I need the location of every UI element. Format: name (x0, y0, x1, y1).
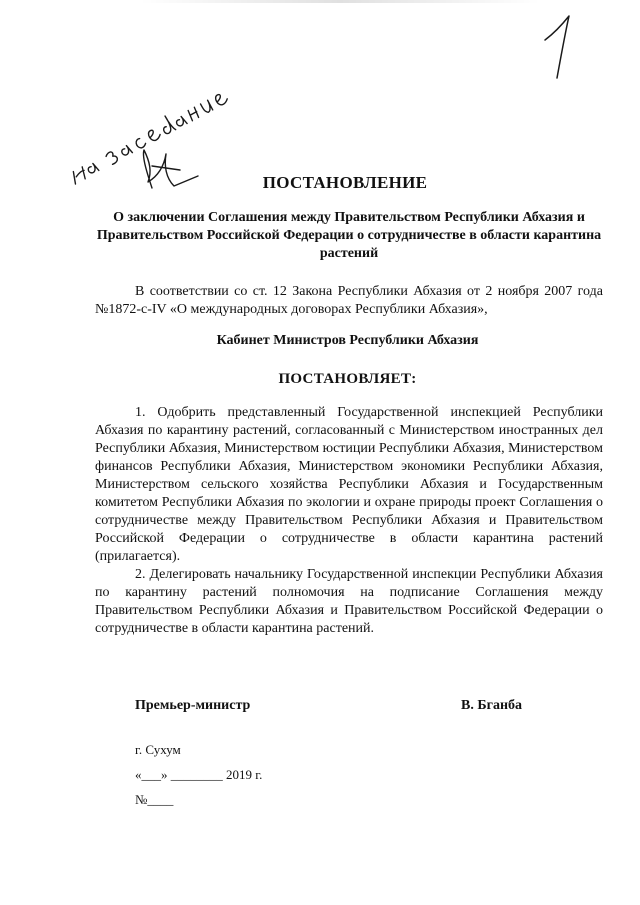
date-line: «___» ________ 2019 г. (135, 767, 263, 782)
handwritten-page-number (535, 12, 580, 82)
preamble-paragraph: В соответствии со ст. 12 Закона Республики Абхазия от 2 ноября 2007 года №1872-с-IV «О международных договорах Республики Абхазия», (95, 284, 603, 317)
scan-edge-shadow (140, 0, 540, 3)
issuing-body: Кабинет Министров Республики Абхазия (216, 333, 479, 348)
resolves-heading: ПОСТАНОВЛЯЕТ: (278, 371, 417, 387)
document-subject: О заключении Соглашения между Правительством Республики Абхазия и Правительством Российской Федерации о сотрудничестве в области карантина растений (96, 210, 602, 261)
document-number-line: №____ (135, 792, 174, 807)
signatory-title: Премьер-министр (135, 698, 251, 713)
resolution-item-2: 2. Делегировать начальнику Государственной инспекции Республики Абхазия по карантину растений полномочия на подписание Соглашения между Правительством Республики Абхазия и Правительством Российской Федерации о сотрудничестве в области карантина растений. (95, 567, 603, 636)
resolution-item-1: 1. Одобрить представленный Государственной инспекцией Республики Абхазия по карантину растений, согласованный с Министерством иностранных дел Республики Абхазия, Министерством юстиции Республики Абхазия, Министерством финансов Республики Абхазия, Министерством экономики Республики Абхазия, Министерством сельского хозяйства Республики Абхазия и Государственным комитетом Республики Абхазия по экологии и охране природы проект Соглашения о сотрудничестве между Правительством Республики Абхазия и Правительством Российской Федерации о сотрудничестве в области карантина растений (прилагается). (95, 405, 604, 564)
signatory-name: В. Бганба (461, 698, 523, 713)
document-title: ПОСТАНОВЛЕНИЕ (262, 173, 428, 192)
resolution-items (95, 404, 603, 638)
place-of-issue: г. Сухум (135, 742, 181, 757)
